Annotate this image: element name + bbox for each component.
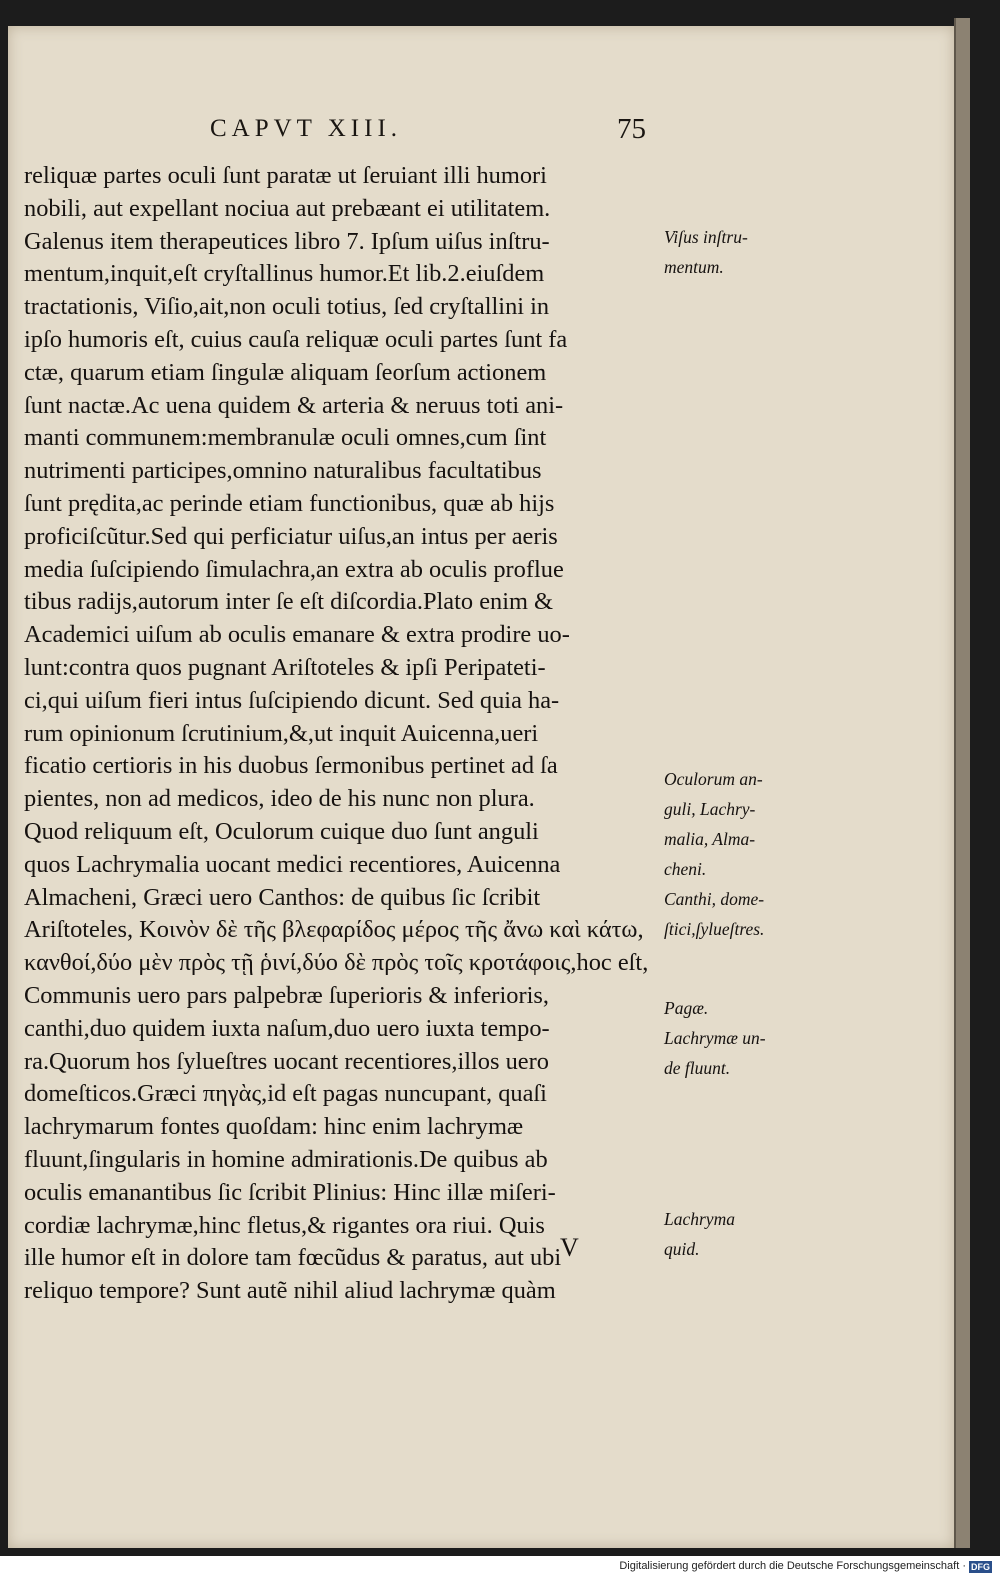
text-line: lachrymarum fontes quoſdam: hinc enim lachrymæ [24,1113,524,1141]
text-line: ille humor eſt in dolore tam fœcũdus & paratus, aut ubi [24,1244,562,1272]
marginal-note-lachryma [664,1204,735,1264]
marginal-note-line: de fluunt. [664,1058,731,1078]
text-line: Communis uero pars palpebræ ſuperioris & inferioris, [24,981,549,1009]
text-line: reliquæ partes oculi ſunt paratæ ut ſeruiant illi humori [24,162,547,189]
marginal-note-oculorum [664,764,764,944]
page-edge [954,18,970,1548]
text-line: ra.Quorum hos ſylueſtres uocant recentiores,illos uero [24,1047,549,1075]
marginal-note-line: mentum. [664,257,724,277]
text-line: Almacheni, Græci uero Canthos: de quibus ſic ſcribit [24,883,541,911]
text-line: lunt:contra quos pugnant Ariſtoteles & ipſi Peripateti- [24,653,546,681]
text-line: media ſuſcipiendo ſimulachra,an extra ab oculis proflue [24,555,564,583]
digitization-credit [619,1558,992,1575]
text-line: rum opinionum ſcrutinium,&,ut inquit Auicenna,ueri [24,719,539,747]
marginal-note-line: cheni. [664,859,707,879]
text-line: Quod reliquum eſt, Oculorum cuique duo ſunt anguli [24,817,539,845]
text-line: tibus radijs,autorum inter ſe eſt diſcordia.Plato enim & [24,588,554,616]
text-line: nobili, aut expellant nociua aut prebæant ei utilitatem. [24,194,551,222]
page-number: 75 [617,113,646,145]
text-line: manti communem:membranulæ oculi omnes,cum ſint [24,424,547,452]
text-line: ci,qui uiſum fieri intus ſuſcipiendo dicunt. Sed quia ha- [24,686,560,714]
text-line: domeſticos.Græci πηγὰς,id eſt pagas nuncupant, quaſi [24,1080,547,1108]
text-line: mentum,inquit,eſt cryſtallinus humor.Et lib.2.eiuſdem [24,260,545,288]
text-line: proficiſcũtur.Sed qui perficiatur uiſus,an intus per aeris [24,522,558,550]
marginal-note-line: Oculorum an- [664,769,763,789]
text-line: κανθοί,δύο μὲν πρὸς τῇ ῥινί,δύο δὲ πρὸς τοῖς κροτάφοις,hoc eſt, [24,949,649,977]
text-line: nutrimenti participes,omnino naturalibus facultatibus [24,457,542,485]
body-text [24,160,664,1308]
marginal-note-line: Pagæ. [664,998,709,1018]
text-line: ſunt prędita,ac perinde etiam functionibus, quæ ab hijs [24,489,555,517]
text-line: tractationis, Viſio,ait,non oculi totius, ſed cryſtallini in [24,293,550,321]
marginal-note-visus [664,222,748,282]
text-line: Academici uiſum ab oculis emanare & extra prodire uo- [24,621,570,649]
marginal-note-line: quid. [664,1239,700,1259]
dfg-logo-icon: DFG [971,1561,990,1572]
marginal-note-line: Viſus inſtru- [664,227,748,247]
text-line: ficatio certioris in his duobus ſermonibus pertinet ad ſa [24,752,558,780]
marginal-note-line: malia, Alma- [664,829,756,849]
marginal-note-line: ſtici,ſylueſtres. [664,919,765,939]
text-line: canthi,duo quidem iuxta naſum,duo uero iuxta tempo- [24,1014,550,1042]
text-line: ctæ, quarum etiam ſingulæ aliquam ſeorſum actionem [24,358,547,386]
text-line: cordiæ lachrymæ,hinc fletus,& rigantes ora riui. Quis [24,1211,545,1239]
text-line: reliquo tempore? Sunt autẽ nihil aliud lachrymæ quàm [24,1277,556,1305]
marginal-note-line: Canthi, dome- [664,889,765,909]
catchword: V [560,1233,579,1262]
text-line: oculis emanantibus ſic ſcribit Plinius: Hinc illæ miſeri- [24,1178,556,1206]
credit-text: Digitalisierung gefördert durch die Deutsche Forschungsgemeinschaft · [619,1560,966,1572]
text-line: ſunt nactæ.Ac uena quidem & arteria & neruus toti ani- [24,391,564,419]
marginal-note-line: Lachrymæ un- [664,1028,766,1048]
text-line: pientes, non ad medicos, ideo de his nunc non plura. [24,785,535,813]
marginal-note-line: guli, Lachry- [664,799,756,819]
text-line: quos Lachrymalia uocant medici recentiores, Auicenna [24,850,561,878]
text-line: fluunt,ſingularis in homine admirationis.De quibus ab [24,1145,548,1173]
marginal-note-pagae [664,993,766,1083]
text-line: Ariſtoteles, Κοινὸν δὲ τῆς βλεφαρίδος μέρος τῆς ἄνω καὶ κάτω, [24,916,644,944]
running-head: CAPVT XIII. [210,115,403,142]
marginal-note-line: Lachryma [664,1209,735,1229]
text-line: Galenus item therapeutices libro 7. Ipſum uiſus inſtru- [24,227,550,255]
text-line: ipſo humoris eſt, cuius cauſa reliquæ oculi partes ſunt fa [24,325,568,353]
